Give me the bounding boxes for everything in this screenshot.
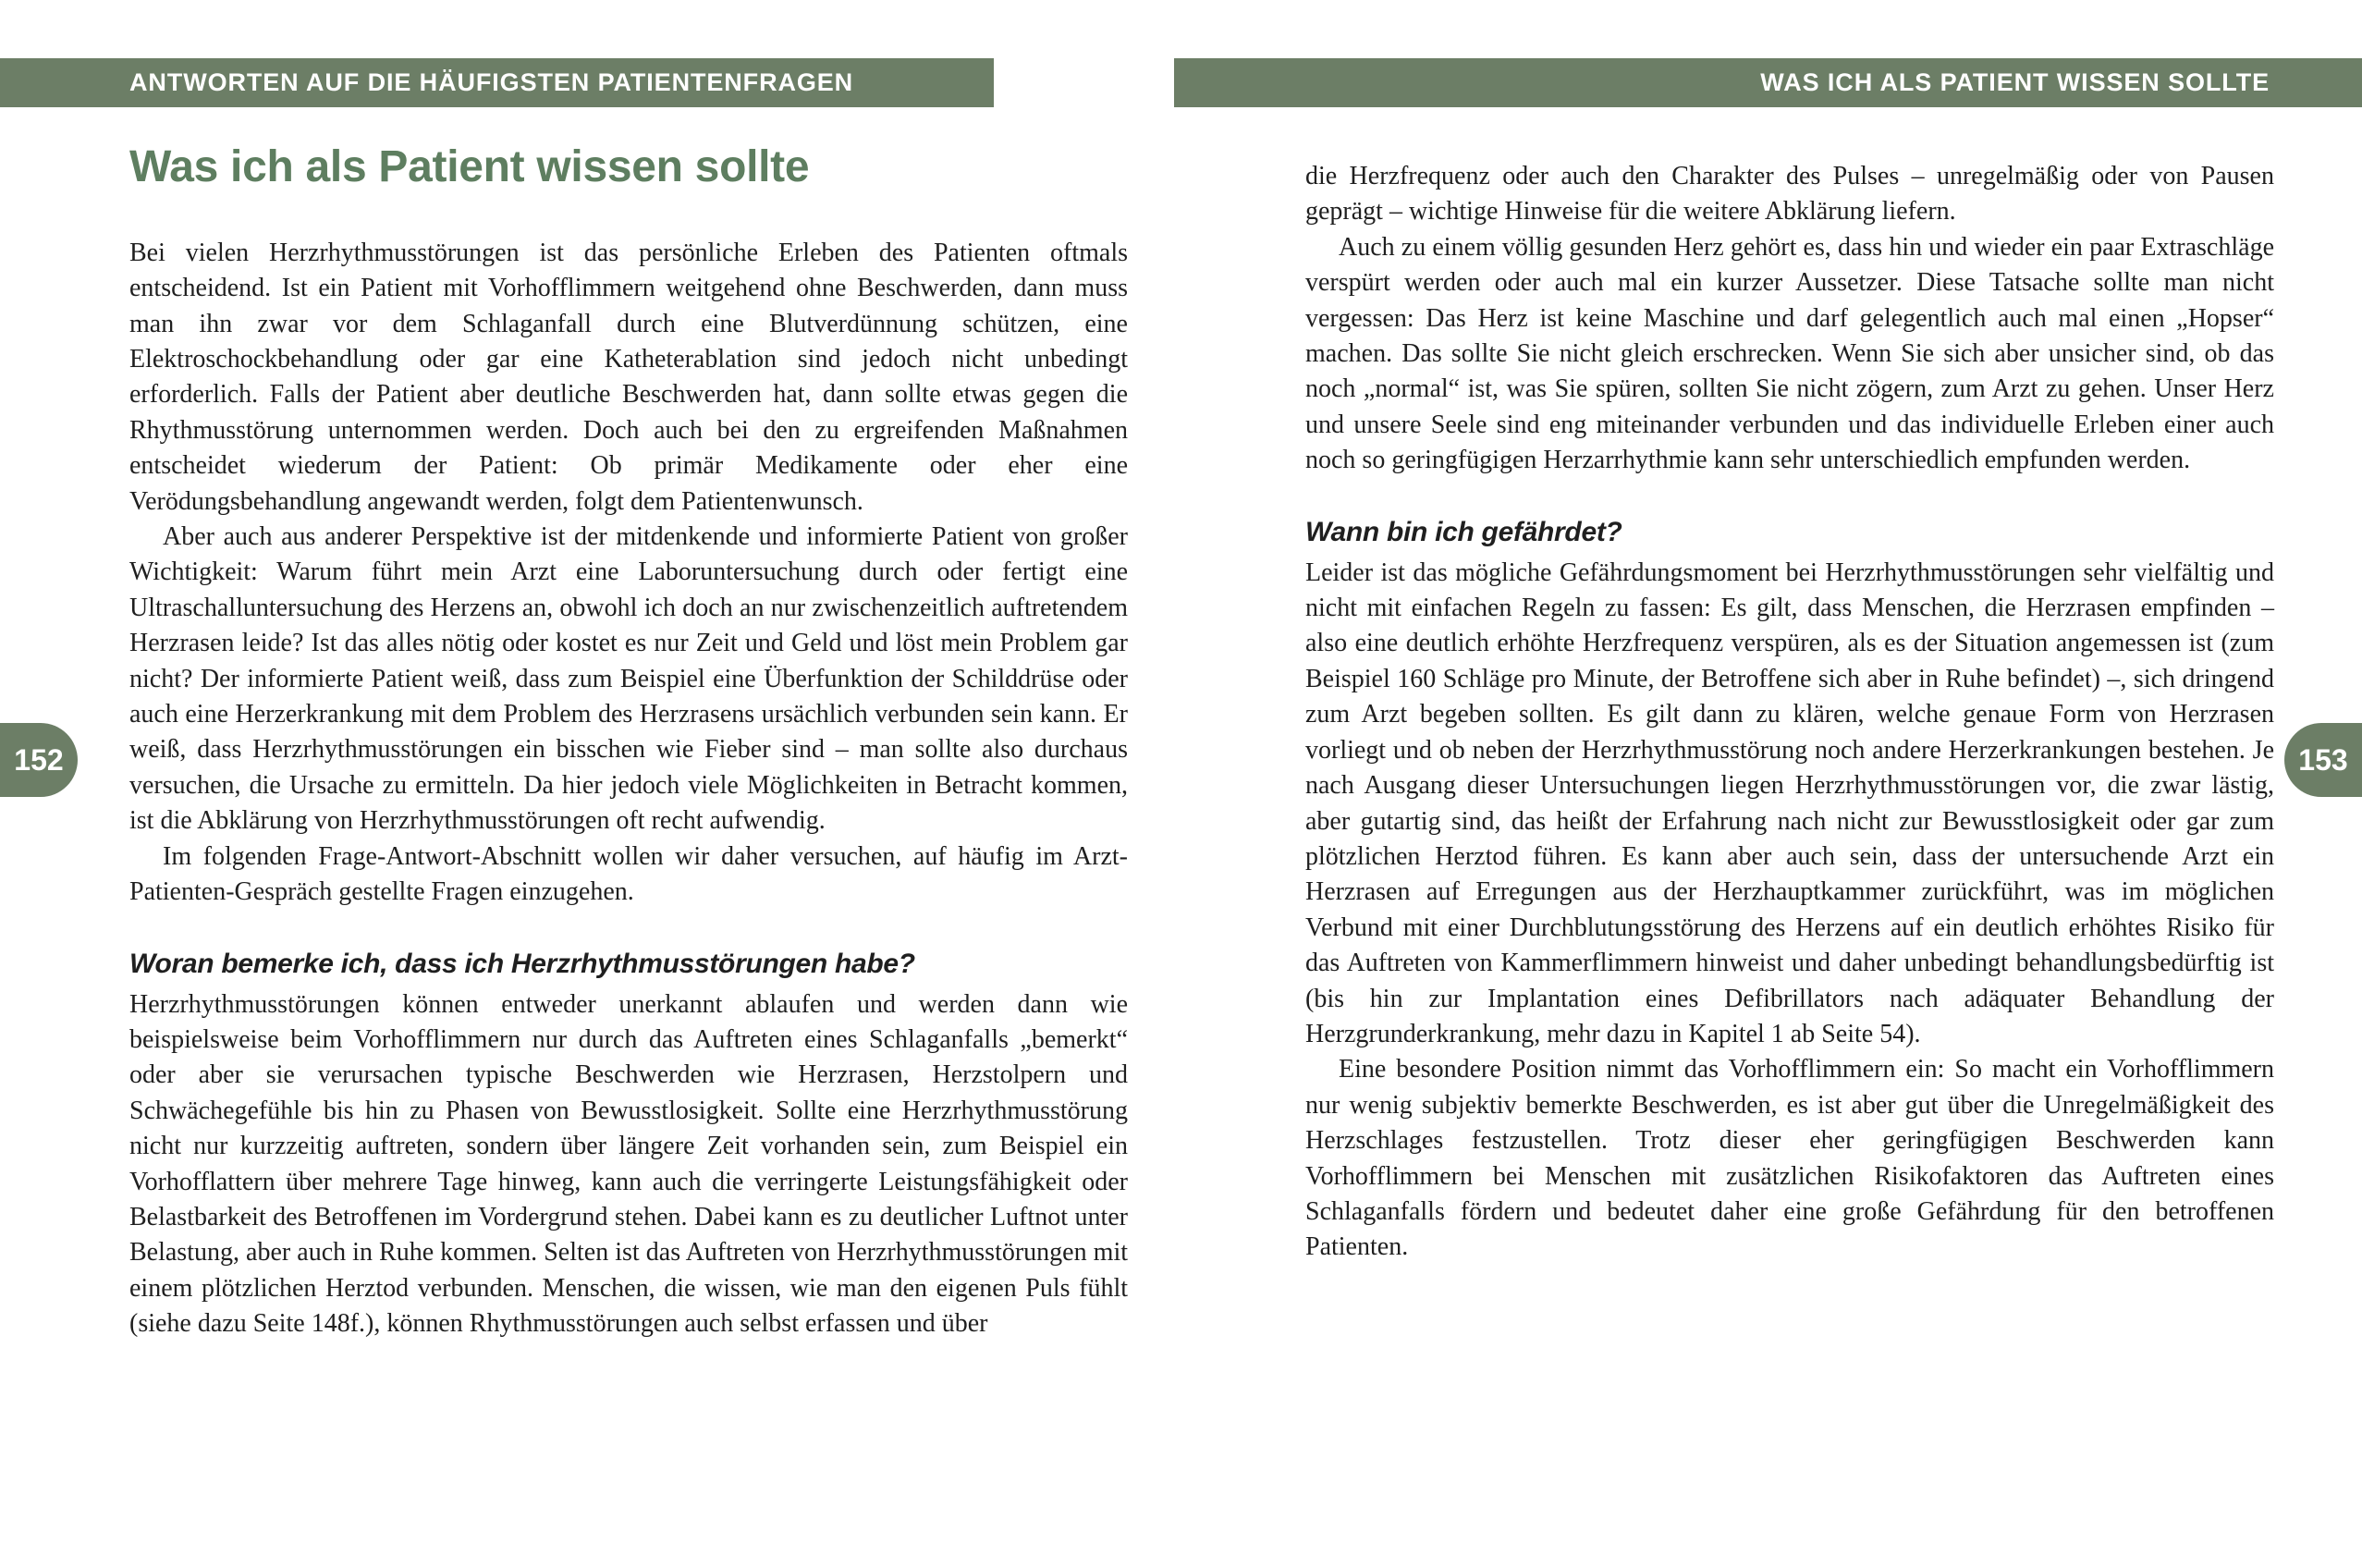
running-header-right-text: WAS ICH ALS PATIENT WISSEN SOLLTE bbox=[1760, 68, 2270, 96]
page-number-tab-left bbox=[0, 723, 78, 797]
running-header-left bbox=[0, 58, 994, 107]
right-page-text-column bbox=[1305, 159, 2274, 1266]
page-number-right: 153 bbox=[2298, 743, 2348, 777]
running-header-right bbox=[1174, 58, 2362, 107]
paragraph-intro-1: Bei vielen Herzrhythmusstörungen ist das persönliche Erleben des Patienten oftmals entscheidend. Ist ein Patient mit Vorhofflimmern weitgehend ohne Beschwerden, dann muss man ihn zwar vor dem Schlaganfall durch eine Blutverdünnung schützen, eine Elektroschockbehandlung oder gar eine Katheterablation sind jedoch nicht unbedingt erforderlich. Falls der Patient aber deutliche Beschwerden hat, dann sollte etwas gegen die Rhythmusstörung unternommen werden. Doch auch bei den zu ergreifenden Maßnahmen entscheidet wiederum der Patient: Ob primär Medikamente oder eher eine Verödungsbehandlung angewandt werden, folgt dem Patientenwunsch. bbox=[129, 238, 1128, 516]
question-heading-symptoms: Woran bemerke ich, dass ich Herzrhythmusstörungen habe? bbox=[129, 948, 915, 979]
page-number-tab-right bbox=[2284, 723, 2362, 797]
page-number-left: 152 bbox=[14, 743, 64, 777]
paragraph-risk-1: Leider ist das mögliche Gefährdungsmoment bei Herzrhythmusstörungen sehr vielfältig und nicht mit einfachen Regeln zu fassen: Es gilt, dass Menschen, die Herzrasen empfinden – also eine deutlich erhöhte Herzfrequenz verspüren, als es der Situation angemessen ist (zum Beispiel 160 Schläge pro Minute, der Betroffene sich aber in Ruhe befindet) –, sich dringend zum Arzt begeben sollten. Es gilt dann zu klären, welche genaue Form von Herzrasen vorliegt und ob neben der Herzrhythmusstörung noch andere Herzerkrankungen bestehen. Je nach Ausgang dieser Untersuchungen liegen Herzrhythmusstörungen vor, die zwar lästig, aber gutartig sind, das heißt der Erfahrung nach nicht zur Bewusstlosigkeit oder gar zum plötzlichen Herztod führen. Es kann aber auch sein, dass der untersuchende Arzt ein Herzrasen auf Erregungen aus der Herzhauptkammer zurückführt, was im möglichen Verbund mit einer Durchblutungsstörung des Herzens auf ein deutlich erhöhtes Risiko für das Auftreten von Kammerflimmern hinweist und daher unbedingt behandlungsbedürftig ist (bis hin zur Implantation eines Defibrillators nach adäquater Behandlung der Herzgrunderkrankung, mehr dazu in Kapitel 1 ab Seite 54). bbox=[1305, 557, 2274, 1048]
running-header-left-text: ANTWORTEN AUF DIE HÄUFIGSTEN PATIENTENFRAGEN bbox=[129, 68, 854, 96]
paragraph-extra-beats: Auch zu einem völlig gesunden Herz gehört es, dass hin und wieder ein paar Extraschläge verspürt werden oder auch mal ein kurzer Aussetzer. Diese Tatsache sollte man nicht vergessen: Das Herz ist keine Maschine und darf gelegentlich auch mal einen „Hopser“ machen. Das sollte Sie nicht gleich erschrecken. Wenn Sie sich aber unsicher sind, ob das noch „normal“ ist, was Sie spüren, sollten Sie nicht zögern, zum Arzt zu gehen. Unser Herz und unsere Seele sind eng miteinander verbunden und das individuelle Erleben einer auch noch so geringfügigen Herzarrhythmie kann sehr unterschiedlich empfunden werden. bbox=[1305, 232, 2274, 475]
paragraph-intro-3: Im folgenden Frage-Antwort-Abschnitt wollen wir daher versuchen, auf häufig im Arzt-Patienten-Gespräch gestellte Fragen einzugehen. bbox=[129, 841, 1128, 907]
paragraph-intro-2: Aber auch aus anderer Perspektive ist der mitdenkende und informierte Patient von großer Wichtigkeit: Warum führt mein Arzt eine Laboruntersuchung durch oder fertigt eine Ultraschalluntersuchung des Herzens an, obwohl ich doch an nur zwischenzeitlich auftretendem Herzrasen leide? Ist das alles nötig oder kostet es nur Zeit und Geld und löst mein Problem gar nicht? Der informierte Patient weiß, dass zum Beispiel eine Überfunktion der Schilddrüse oder auch eine Herzerkrankung mit dem Problem des Herzrasens ursächlich verbunden sein kann. Er weiß, dass Herzrhythmusstörungen ein bisschen wie Fieber sind – man sollte also durchaus versuchen, die Ursache zu ermitteln. Da hier jedoch viele Möglichkeiten in Betracht kommen, ist die Abklärung von Herzrhythmusstörungen oft recht aufwendig. bbox=[129, 522, 1128, 836]
left-page-text-column bbox=[129, 143, 1128, 1342]
question-heading-risk: Wann bin ich gefährdet? bbox=[1305, 516, 1622, 547]
paragraph-risk-2: Eine besondere Position nimmt das Vorhofflimmern ein: So macht ein Vorhofflimmern nur wenig subjektiv bemerkte Beschwerden, es ist aber gut über die Unregelmäßigkeit des Herzschlages festzustellen. Trotz dieser eher geringfügigen Beschwerden kann Vorhofflimmern bei Menschen mit zusätzlichen Risikofaktoren das Auftreten eines Schlaganfalls fördern und bedeutet daher eine große Gefährdung für den betroffenen Patienten. bbox=[1305, 1055, 2274, 1262]
chapter-title: Was ich als Patient wissen sollte bbox=[129, 142, 810, 191]
paragraph-continuation: die Herzfrequenz oder auch den Charakter des Pulses – unregelmäßig oder von Pausen geprägt – wichtige Hinweise für die weitere Abklärung liefern. bbox=[1305, 162, 2274, 227]
paragraph-symptoms: Herzrhythmusstörungen können entweder unerkannt ablaufen und werden dann wie beispielsweise beim Vorhofflimmern nur durch das Auftreten eines Schlaganfalls „bemerkt“ oder aber sie verursachen typische Beschwerden wie Herzrasen, Herzstolpern und Schwächegefühle bis hin zu Phasen von Bewusstlosigkeit. Sollte eine Herzrhythmusstörung nicht nur kurzzeitig auftreten, sondern über längere Zeit vorhanden sein, zum Beispiel ein Vorhofflattern über mehrere Tage hinweg, kann auch die verringerte Leistungsfähigkeit oder Belastbarkeit des Betroffenen im Vordergrund stehen. Dabei kann es zu deutlicher Luftnot unter Belastung, aber auch in Ruhe kommen. Selten ist das Auftreten von Herzrhythmusstörungen mit einem plötzlichen Herztod verbunden. Menschen, die wissen, wie man den eigenen Puls fühlt (siehe dazu Seite 148f.), können Rhythmusstörungen auch selbst erfassen und über bbox=[129, 989, 1128, 1339]
